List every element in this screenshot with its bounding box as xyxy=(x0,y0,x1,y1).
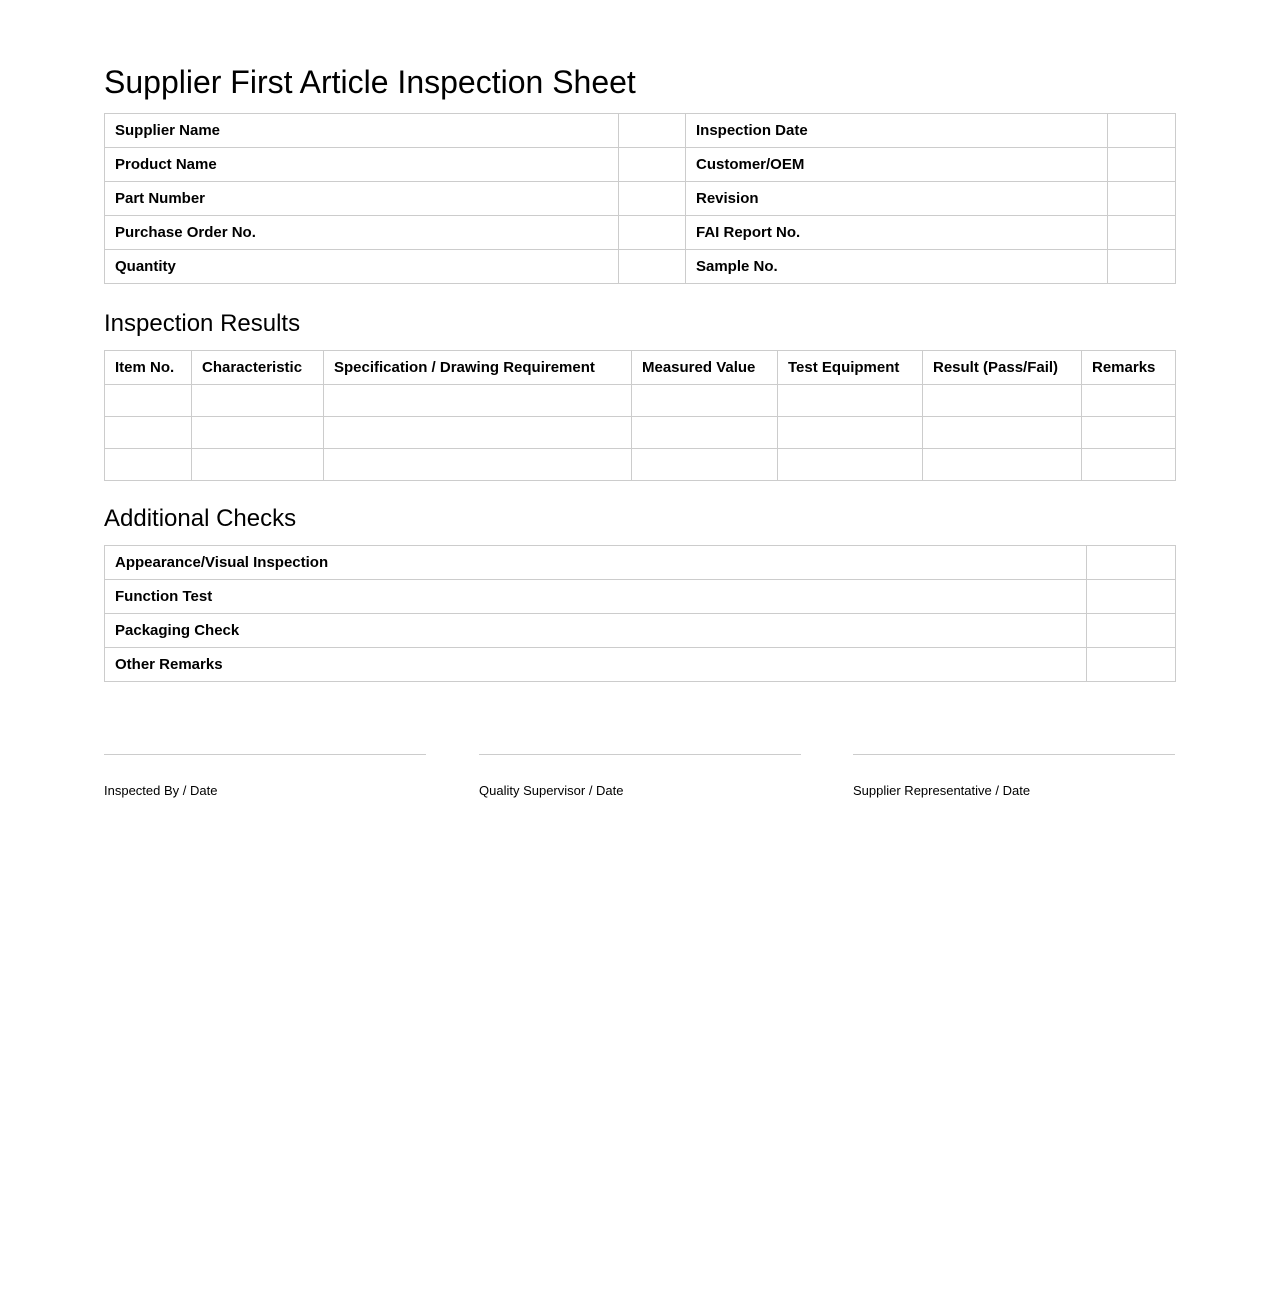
quality-supervisor-label: Quality Supervisor / Date xyxy=(479,783,624,798)
characteristic-cell[interactable] xyxy=(192,417,324,449)
customer-oem-label: Customer/OEM xyxy=(686,148,1108,182)
info-row-part xyxy=(105,182,1176,216)
quantity-field[interactable] xyxy=(619,250,686,284)
function-test-label: Function Test xyxy=(105,580,1087,614)
remarks-cell[interactable] xyxy=(1082,417,1176,449)
characteristic-cell[interactable] xyxy=(192,449,324,481)
other-remarks-field[interactable] xyxy=(1087,648,1176,682)
test-equipment-cell[interactable] xyxy=(778,417,923,449)
fai-report-field[interactable] xyxy=(1108,216,1176,250)
supplier-name-label: Supplier Name xyxy=(105,114,619,148)
test-equipment-cell[interactable] xyxy=(778,385,923,417)
info-row-product xyxy=(105,148,1176,182)
appearance-inspection-field[interactable] xyxy=(1087,546,1176,580)
page-title: Supplier First Article Inspection Sheet xyxy=(104,64,636,100)
function-test-field[interactable] xyxy=(1087,580,1176,614)
info-row-order xyxy=(105,216,1176,250)
inspection-date-label: Inspection Date xyxy=(686,114,1108,148)
check-row-appearance xyxy=(105,546,1176,580)
supplier-info-table xyxy=(104,113,1176,284)
supplier-name-field[interactable] xyxy=(619,114,686,148)
part-number-field[interactable] xyxy=(619,182,686,216)
check-row-function xyxy=(105,580,1176,614)
fai-report-label: FAI Report No. xyxy=(686,216,1108,250)
purchase-order-field[interactable] xyxy=(619,216,686,250)
check-row-packaging xyxy=(105,614,1176,648)
column-header-item-no: Item No. xyxy=(105,351,192,385)
table-row xyxy=(105,449,1176,481)
info-row-supplier xyxy=(105,114,1176,148)
item-no-cell[interactable] xyxy=(105,449,192,481)
specification-cell[interactable] xyxy=(324,417,632,449)
results-header-row xyxy=(105,351,1176,385)
supplier-representative-signature xyxy=(853,754,1175,799)
customer-oem-field[interactable] xyxy=(1108,148,1176,182)
check-row-other xyxy=(105,648,1176,682)
product-name-label: Product Name xyxy=(105,148,619,182)
column-header-specification: Specification / Drawing Requirement xyxy=(324,351,632,385)
other-remarks-label: Other Remarks xyxy=(105,648,1087,682)
additional-checks-table xyxy=(104,545,1176,682)
inspection-date-field[interactable] xyxy=(1108,114,1176,148)
test-equipment-cell[interactable] xyxy=(778,449,923,481)
table-row xyxy=(105,417,1176,449)
item-no-cell[interactable] xyxy=(105,385,192,417)
measured-value-cell[interactable] xyxy=(632,417,778,449)
column-header-remarks: Remarks xyxy=(1082,351,1176,385)
appearance-inspection-label: Appearance/Visual Inspection xyxy=(105,546,1087,580)
result-cell[interactable] xyxy=(923,449,1082,481)
packaging-check-label: Packaging Check xyxy=(105,614,1087,648)
measured-value-cell[interactable] xyxy=(632,385,778,417)
inspection-results-heading: Inspection Results xyxy=(104,310,301,337)
column-header-result: Result (Pass/Fail) xyxy=(923,351,1082,385)
specification-cell[interactable] xyxy=(324,449,632,481)
purchase-order-label: Purchase Order No. xyxy=(105,216,619,250)
info-row-quantity xyxy=(105,250,1176,284)
specification-cell[interactable] xyxy=(324,385,632,417)
inspected-by-label: Inspected By / Date xyxy=(104,783,218,798)
quality-supervisor-signature xyxy=(479,754,801,799)
column-header-test-equipment: Test Equipment xyxy=(778,351,923,385)
result-cell[interactable] xyxy=(923,417,1082,449)
column-header-measured-value: Measured Value xyxy=(632,351,778,385)
revision-field[interactable] xyxy=(1108,182,1176,216)
column-header-characteristic: Characteristic xyxy=(192,351,324,385)
table-row xyxy=(105,385,1176,417)
inspected-by-signature-line[interactable] xyxy=(104,754,426,755)
remarks-cell[interactable] xyxy=(1082,449,1176,481)
inspection-results-table xyxy=(104,350,1176,481)
supplier-representative-signature-line[interactable] xyxy=(853,754,1175,755)
inspected-by-signature xyxy=(104,754,426,799)
product-name-field[interactable] xyxy=(619,148,686,182)
part-number-label: Part Number xyxy=(105,182,619,216)
revision-label: Revision xyxy=(686,182,1108,216)
measured-value-cell[interactable] xyxy=(632,449,778,481)
item-no-cell[interactable] xyxy=(105,417,192,449)
remarks-cell[interactable] xyxy=(1082,385,1176,417)
quality-supervisor-signature-line[interactable] xyxy=(479,754,801,755)
sample-no-label: Sample No. xyxy=(686,250,1108,284)
additional-checks-heading: Additional Checks xyxy=(104,505,297,532)
characteristic-cell[interactable] xyxy=(192,385,324,417)
sample-no-field[interactable] xyxy=(1108,250,1176,284)
packaging-check-field[interactable] xyxy=(1087,614,1176,648)
result-cell[interactable] xyxy=(923,385,1082,417)
supplier-representative-label: Supplier Representative / Date xyxy=(853,783,1031,798)
quantity-label: Quantity xyxy=(105,250,619,284)
